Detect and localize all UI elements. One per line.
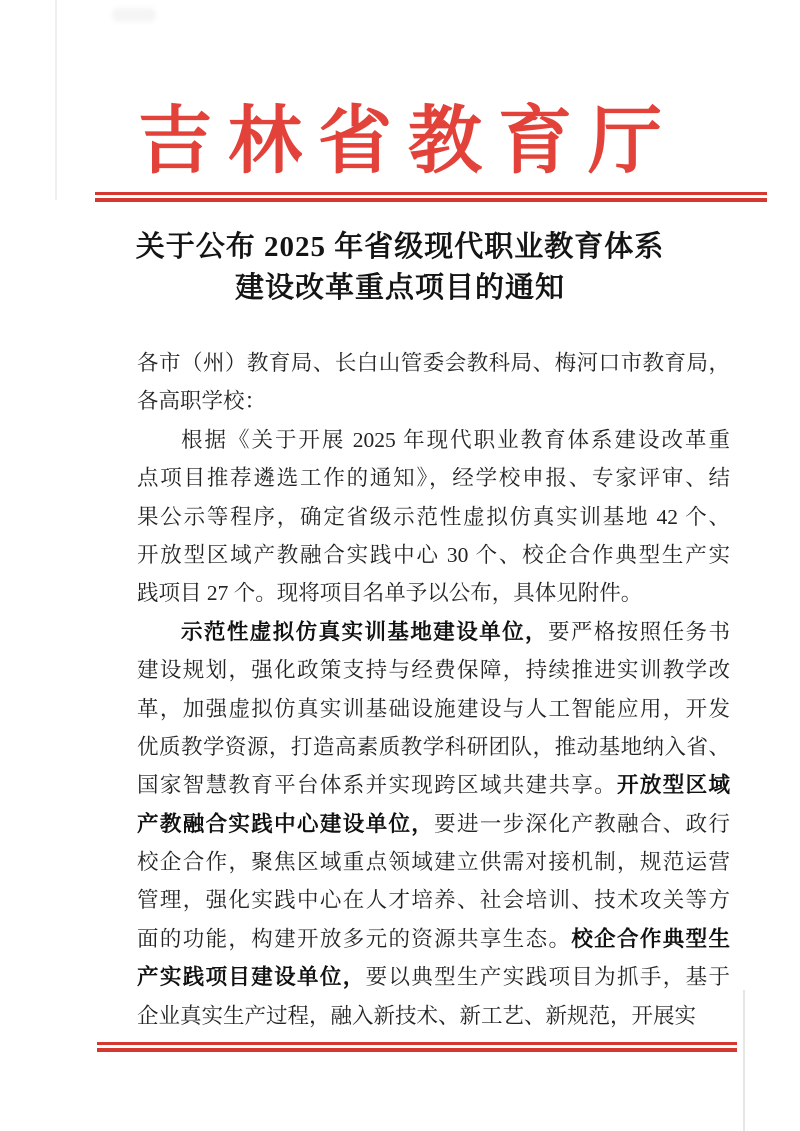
body-line bbox=[137, 382, 730, 420]
body-text-bold-run: 产教融合实践中心建设单位， bbox=[137, 811, 435, 836]
letterhead-agency-name: 吉林省教育厅 bbox=[138, 101, 678, 183]
red-separator-bottom-line-2 bbox=[97, 1048, 737, 1052]
body-text-run: 革，加强虚拟仿真实训基础设施建设与人工智能应用，开发 bbox=[137, 696, 730, 721]
red-separator-bottom bbox=[97, 1042, 737, 1052]
red-separator-top bbox=[95, 192, 767, 202]
body-line bbox=[137, 344, 730, 382]
body-text-run: 优质教学资源，打造高素质教学科研团队，推动基地纳入省、 bbox=[137, 734, 730, 759]
body-text-run: 要进一步深化产教融合、政行 bbox=[434, 811, 730, 836]
scan-smudge bbox=[112, 8, 156, 22]
body-text-run: 果公示等程序，确定省级示范性虚拟仿真实训基地 42 个、 bbox=[137, 504, 730, 529]
body-line bbox=[137, 920, 730, 958]
body-line bbox=[137, 881, 730, 919]
red-separator-top-line-2 bbox=[95, 198, 767, 202]
body-text-run: 要严格按照任务书 bbox=[547, 619, 730, 644]
body-text-run: 管理，强化实践中心在人才培养、社会培训、技术攻关等方 bbox=[137, 888, 730, 913]
body-line bbox=[137, 766, 730, 804]
body-text-run: 企业真实生产过程，融入新技术、新工艺、新规范，开展实 bbox=[137, 1003, 697, 1028]
body-line bbox=[137, 421, 730, 459]
body-text-bold-run: 示范性虚拟仿真实训基地建设单位， bbox=[181, 619, 548, 644]
body-line bbox=[137, 613, 730, 651]
body-text-run: 开放型区域产教融合实践中心 30 个、校企合作典型生产实 bbox=[137, 542, 730, 567]
body-text-run: 根据《关于开展 2025 年现代职业教育体系建设改革重 bbox=[181, 427, 730, 452]
body-line bbox=[137, 574, 730, 612]
body-text-run: 国家智慧教育平台体系并实现跨区域共建共享。 bbox=[137, 773, 618, 798]
body-text-run: 点项目推荐遴选工作的通知》，经学校申报、专家评审、结 bbox=[137, 466, 730, 491]
document-title-line-1: 关于公布 2025 年省级现代职业教育体系 bbox=[135, 231, 665, 263]
document-body bbox=[137, 344, 730, 1035]
body-text-bold-run: 产实践项目建设单位， bbox=[137, 965, 366, 990]
body-line bbox=[137, 536, 730, 574]
body-text-run: 各市（州）教育局、长白山管委会教科局、梅河口市教育局， bbox=[137, 351, 730, 375]
body-text-run: 践项目 27 个。现将项目名单予以公布，具体见附件。 bbox=[137, 581, 643, 606]
body-text-run: 校企合作，聚焦区域重点领域建立供需对接机制，规范运营 bbox=[137, 850, 730, 875]
document-title bbox=[0, 227, 800, 309]
body-text-run: 面的功能，构建开放多元的资源共享生态。 bbox=[137, 926, 572, 951]
body-line bbox=[137, 843, 730, 881]
body-text-run: 建设规划，强化政策支持与经费保障，持续推进实训教学改 bbox=[137, 658, 730, 683]
body-text-bold-run: 开放型区域 bbox=[617, 773, 730, 798]
body-line bbox=[137, 459, 730, 497]
scan-crease-right bbox=[743, 990, 745, 1131]
body-line bbox=[137, 997, 730, 1035]
body-line bbox=[137, 958, 730, 996]
body-line bbox=[137, 651, 730, 689]
body-line bbox=[137, 805, 730, 843]
body-text-bold-run: 校企合作典型生 bbox=[571, 926, 730, 951]
body-text-run: 各高职学校： bbox=[137, 389, 267, 414]
body-line bbox=[137, 690, 730, 728]
body-line bbox=[137, 498, 730, 536]
body-text-run: 要以典型生产实践项目为抓手，基于 bbox=[365, 965, 730, 990]
document-title-line-2: 建设改革重点项目的通知 bbox=[234, 272, 565, 304]
body-line bbox=[137, 728, 730, 766]
